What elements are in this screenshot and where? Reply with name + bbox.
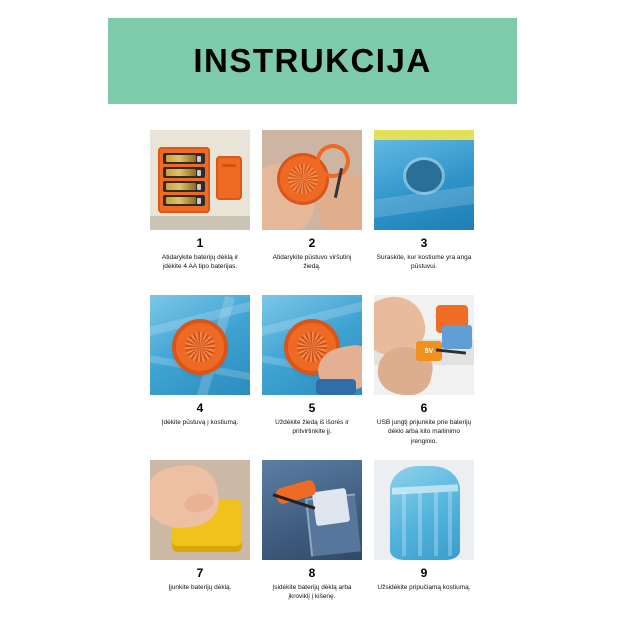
header-banner: [108, 18, 517, 104]
battery-terminal: [197, 156, 201, 162]
step-caption: Įjunkite baterijų dėklą.: [168, 584, 232, 591]
step-item-2: [262, 130, 362, 295]
step-number: 2: [308, 236, 316, 250]
sleeve-cuff-shape: [316, 379, 356, 395]
suit-pleat: [402, 492, 406, 556]
blower-fan-shape: [176, 323, 224, 371]
step-number: 3: [420, 236, 428, 250]
battery-terminal: [197, 184, 201, 190]
battery-lid-shape: [216, 156, 242, 200]
switch-on-battery-box-photo: [150, 460, 250, 560]
battery-terminal: [197, 170, 201, 176]
steps-grid: [150, 130, 475, 625]
aa-battery-icon: [166, 169, 196, 176]
step-number: 1: [196, 236, 204, 250]
battery-terminal: [197, 198, 201, 204]
step-caption: Įdėkite pūstuvą į kostiumą.: [161, 419, 239, 426]
page-title: INSTRUKCIJA: [193, 42, 432, 79]
step-caption: Suraskite, kur kostiume yra anga pūstuvui.: [376, 254, 472, 271]
wear-inflatable-suit-photo: [374, 460, 474, 560]
white-device-shape: [312, 488, 350, 526]
pocket-battery-box-photo: [262, 460, 362, 560]
step-item-1: [150, 130, 250, 295]
open-blower-ring-photo: [262, 130, 362, 230]
aa-battery-icon: [166, 155, 196, 162]
insert-blower-photo: [150, 295, 250, 395]
battery-slot: [163, 195, 205, 206]
battery-slot: [163, 153, 205, 164]
battery-slot: [163, 167, 205, 178]
step-item-8: [262, 460, 362, 625]
suit-opening-photo: [374, 130, 474, 230]
surface-shadow: [150, 216, 250, 230]
battery-box-shape: [158, 147, 210, 213]
blower-opening-shape: [406, 160, 442, 192]
step-number: 4: [196, 401, 204, 415]
step-item-3: [374, 130, 474, 295]
step-caption: Atidarykite baterijų dėklą ir įdėkite 4 AA tipo baterijas.: [161, 254, 239, 271]
step-caption: USB jungtį prijunkite prie baterijų dėklo arba kito maitinimo įrenginio.: [376, 419, 472, 445]
aa-battery-icon: [166, 183, 196, 190]
usb-connector-shape: 5V: [416, 341, 442, 361]
step-item-9: [374, 460, 474, 625]
step-number: 5: [308, 401, 316, 415]
step-item-7: [150, 460, 250, 625]
suit-pleat: [418, 492, 422, 556]
step-caption: Uždėkite žiedą iš išorės ir pritvirtinkite jį.: [275, 419, 349, 436]
step-number: 9: [420, 566, 428, 580]
step-number: 6: [420, 401, 428, 415]
step-item-4: [150, 295, 250, 460]
step-caption: Atidarykite pūstuvo viršutinį žiedą.: [272, 254, 352, 271]
step-item-5: [262, 295, 362, 460]
step-caption: Užsidėkite pripučiamą kostiumą.: [377, 584, 471, 591]
step-number: 7: [196, 566, 204, 580]
step-item-6: [374, 295, 474, 460]
battery-slot: [163, 181, 205, 192]
connect-usb-photo: [374, 295, 474, 395]
step-caption: Įsidėkite baterijų dėklą arba įkroviklį į kišenę.: [272, 584, 352, 601]
step-number: 8: [308, 566, 316, 580]
suit-pleat: [434, 492, 438, 556]
aa-battery-icon: [166, 197, 196, 204]
blue-power-bank-shape: [442, 325, 472, 349]
attach-ring-photo: [262, 295, 362, 395]
suit-pleat: [448, 492, 452, 556]
battery-compartment-photo: [150, 130, 250, 230]
yellow-edge-shape: [374, 130, 474, 140]
